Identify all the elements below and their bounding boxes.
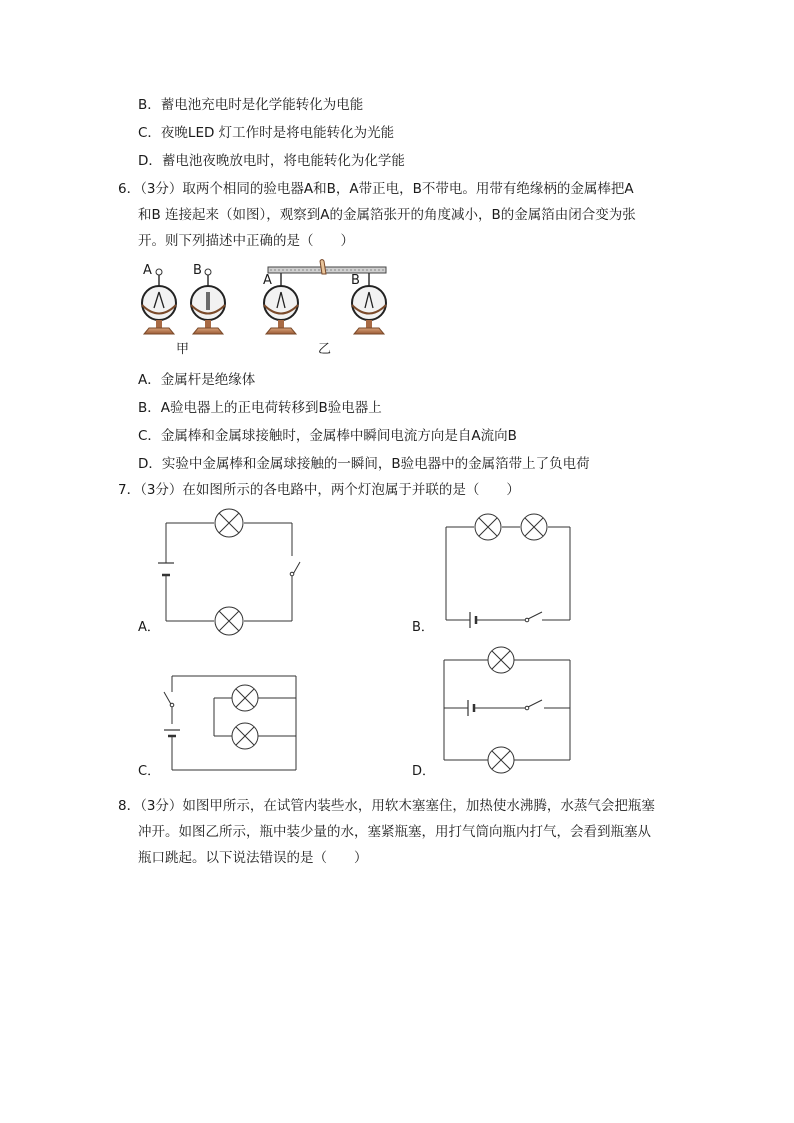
q6-stem-line-1: 6．（3分）取两个相同的验电器A和B，A带正电，B不带电。用带有绝缘柄的金属棒把A: [118, 181, 634, 197]
circuit-a-diagram: [166, 506, 296, 636]
q6-stem-line-3: 开。则下列描述中正确的是（ ）: [138, 233, 354, 249]
q5-option-b: B．蓄电池充电时是化学能转化为电能: [138, 97, 364, 113]
metal-rod-with-insulated-handle: [268, 260, 386, 275]
q5-option-d: D．蓄电池夜晚放电时，将电能转化为化学能: [138, 153, 405, 169]
fig-yi-label-a: A: [263, 273, 272, 288]
fig-jia-label-a: A: [143, 263, 152, 278]
fig-yi-label-b: B: [351, 273, 360, 288]
fig-jia-label-b: B: [193, 263, 202, 278]
fig-caption-yi: 乙: [318, 342, 332, 357]
circuit-d-diagram: [440, 646, 574, 776]
q7-label-c: C．: [138, 764, 161, 779]
q7-stem: 7．（3分）在如图所示的各电路中，两个灯泡属于并联的是（ ）: [118, 482, 520, 498]
q7-label-a: A．: [138, 620, 160, 635]
circuit-b-diagram: [446, 512, 572, 624]
q8-stem-line-2: 冲开。如图乙所示，瓶中装少量的水，塞紧瓶塞，用打气筒向瓶内打气，会看到瓶塞从: [138, 824, 651, 840]
q7-label-b: B．: [412, 620, 434, 635]
q6-option-d: D．实验中金属棒和金属球接触的一瞬间，B验电器中的金属箔带上了负电荷: [138, 456, 590, 472]
fig-caption-jia: 甲: [176, 342, 190, 357]
q6-option-b: B．A验电器上的正电荷转移到B验电器上: [138, 400, 382, 416]
q7-label-d: D．: [412, 764, 436, 779]
q6-stem-line-2: 和B 连接起来（如图），观察到A的金属箔张开的角度减小，B的金属箔由闭合变为张: [138, 207, 636, 223]
circuit-c-diagram: [160, 668, 300, 774]
q5-option-c: C．夜晚LED 灯工作时是将电能转化为光能: [138, 125, 395, 141]
q8-stem-line-1: 8．（3分）如图甲所示，在试管内装些水，用软木塞塞住，加热使水沸腾，水蒸气会把瓶塞: [118, 798, 655, 814]
q6-option-c: C．金属棒和金属球接触时，金属棒中瞬间电流方向是自A流向B: [138, 428, 517, 444]
q6-option-a: A．金属杆是绝缘体: [138, 372, 256, 388]
q8-stem-line-3: 瓶口跳起。以下说法错误的是（ ）: [138, 850, 368, 866]
